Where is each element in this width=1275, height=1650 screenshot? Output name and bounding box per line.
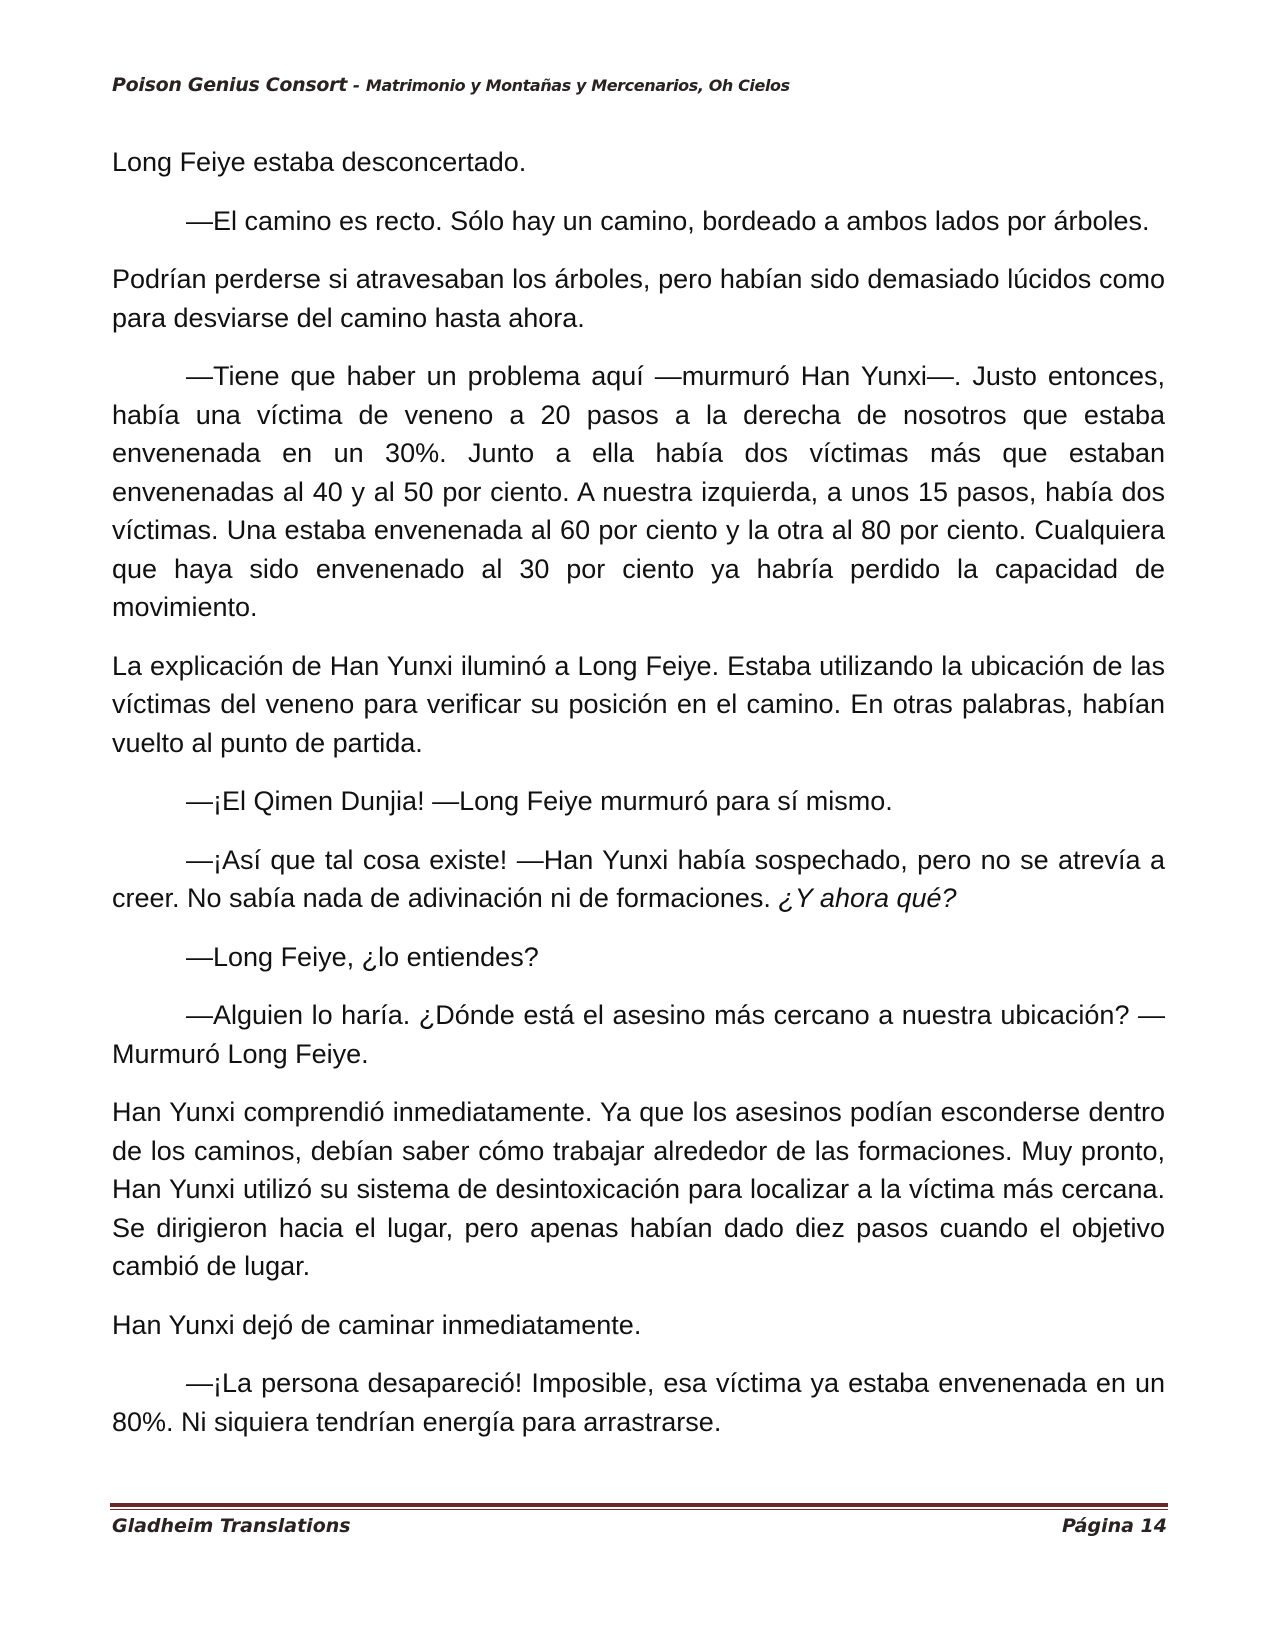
dialogue-paragraph: [112, 357, 1165, 627]
paragraph-text: —¡El Qimen Dunjia! —Long Feiye murmuró para sí mismo.: [186, 786, 893, 816]
paragraph: [112, 1306, 1165, 1345]
paragraph: [112, 260, 1165, 337]
paragraph-text: —Alguien lo haría. ¿Dónde está el asesino más cercano a nuestra ubicación? —Murmuró Long Feiye.: [112, 1000, 1165, 1069]
paragraph-text: La explicación de Han Yunxi iluminó a Long Feiye. Estaba utilizando la ubicación de las víctimas del veneno para verificar su posición en el camino. En otras palabras, habían vuelto al punto de partida.: [112, 650, 1165, 758]
paragraph-text: Han Yunxi comprendió inmediatamente. Ya que los asesinos podían esconderse dentro de los caminos, debían saber cómo trabajar alrededor de las formaciones. Muy pronto, Han Yunxi utilizó su sistema de desintoxicación para localizar a la víctima más cercana. Se dirigieron hacia el lugar, pero apenas habían dado diez pasos cuando el objetivo cambió de lugar.: [112, 1097, 1165, 1281]
header-separator: -: [347, 76, 366, 96]
italic-thought: ¿Y ahora qué?: [778, 883, 957, 913]
dialogue-paragraph: [112, 782, 1165, 821]
page-header: [112, 74, 1167, 96]
page-number: Página 14: [1061, 1515, 1167, 1537]
body-text: [112, 143, 1165, 1461]
dialogue-paragraph: [112, 841, 1165, 918]
dialogue-paragraph: [112, 996, 1165, 1073]
paragraph-text: —El camino es recto. Sólo hay un camino, bordeado a ambos lados por árboles.: [186, 205, 1150, 236]
paragraph-text: —¡La persona desapareció! Imposible, esa víctima ya estaba envenenada en un 80%. Ni siquiera tendrían energía para arrastrarse.: [112, 1368, 1165, 1437]
dialogue-paragraph: [112, 938, 1165, 977]
footer-divider: [110, 1503, 1168, 1510]
footer-divider-thin: [110, 1509, 1168, 1510]
paragraph-text: —Tiene que haber un problema aquí —murmuró Han Yunxi—. Justo entonces, había una víctima de veneno a 20 pasos a la derecha de nosotros que estaba envenenada en un 30%. Junto a ella había dos víctimas más que estaban envenenadas al 40 y al 50 por ciento. A nuestra izquierda, a unos 15 pasos, había dos víctimas. Una estaba envenenada al 60 por ciento y la otra al 80 por ciento. Cualquiera que haya sido envenenado al 30 por ciento ya habría perdido la capacidad de movimiento.: [112, 361, 1165, 622]
paragraph-text: Han Yunxi dejó de caminar inmediatamente.: [112, 1309, 642, 1340]
footer-divider-thick: [110, 1503, 1168, 1507]
paragraph: [112, 1093, 1165, 1286]
paragraph-text: —¡Así que tal cosa existe! —Han Yunxi había sospechado, pero no se atrevía a creer. No sabía nada de adivinación ni de formaciones.: [112, 844, 1165, 913]
header-chapter-title: Matrimonio y Montañas y Mercenarios, Oh Cielos: [365, 76, 790, 95]
paragraph: [112, 143, 1165, 182]
paragraph-text: —Long Feiye, ¿lo entiendes?: [186, 941, 539, 972]
paragraph-text: Long Feiye estaba desconcertado.: [112, 147, 527, 177]
dialogue-paragraph: [112, 202, 1165, 241]
paragraph-text: Podrían perderse si atravesaban los árboles, pero habían sido demasiado lúcidos como para desviarse del camino hasta ahora.: [112, 264, 1165, 333]
footer-publisher: Gladheim Translations: [112, 1515, 351, 1537]
dialogue-paragraph: [112, 1364, 1165, 1441]
header-series-title: Poison Genius Consort: [112, 74, 348, 96]
paragraph: [112, 647, 1165, 763]
